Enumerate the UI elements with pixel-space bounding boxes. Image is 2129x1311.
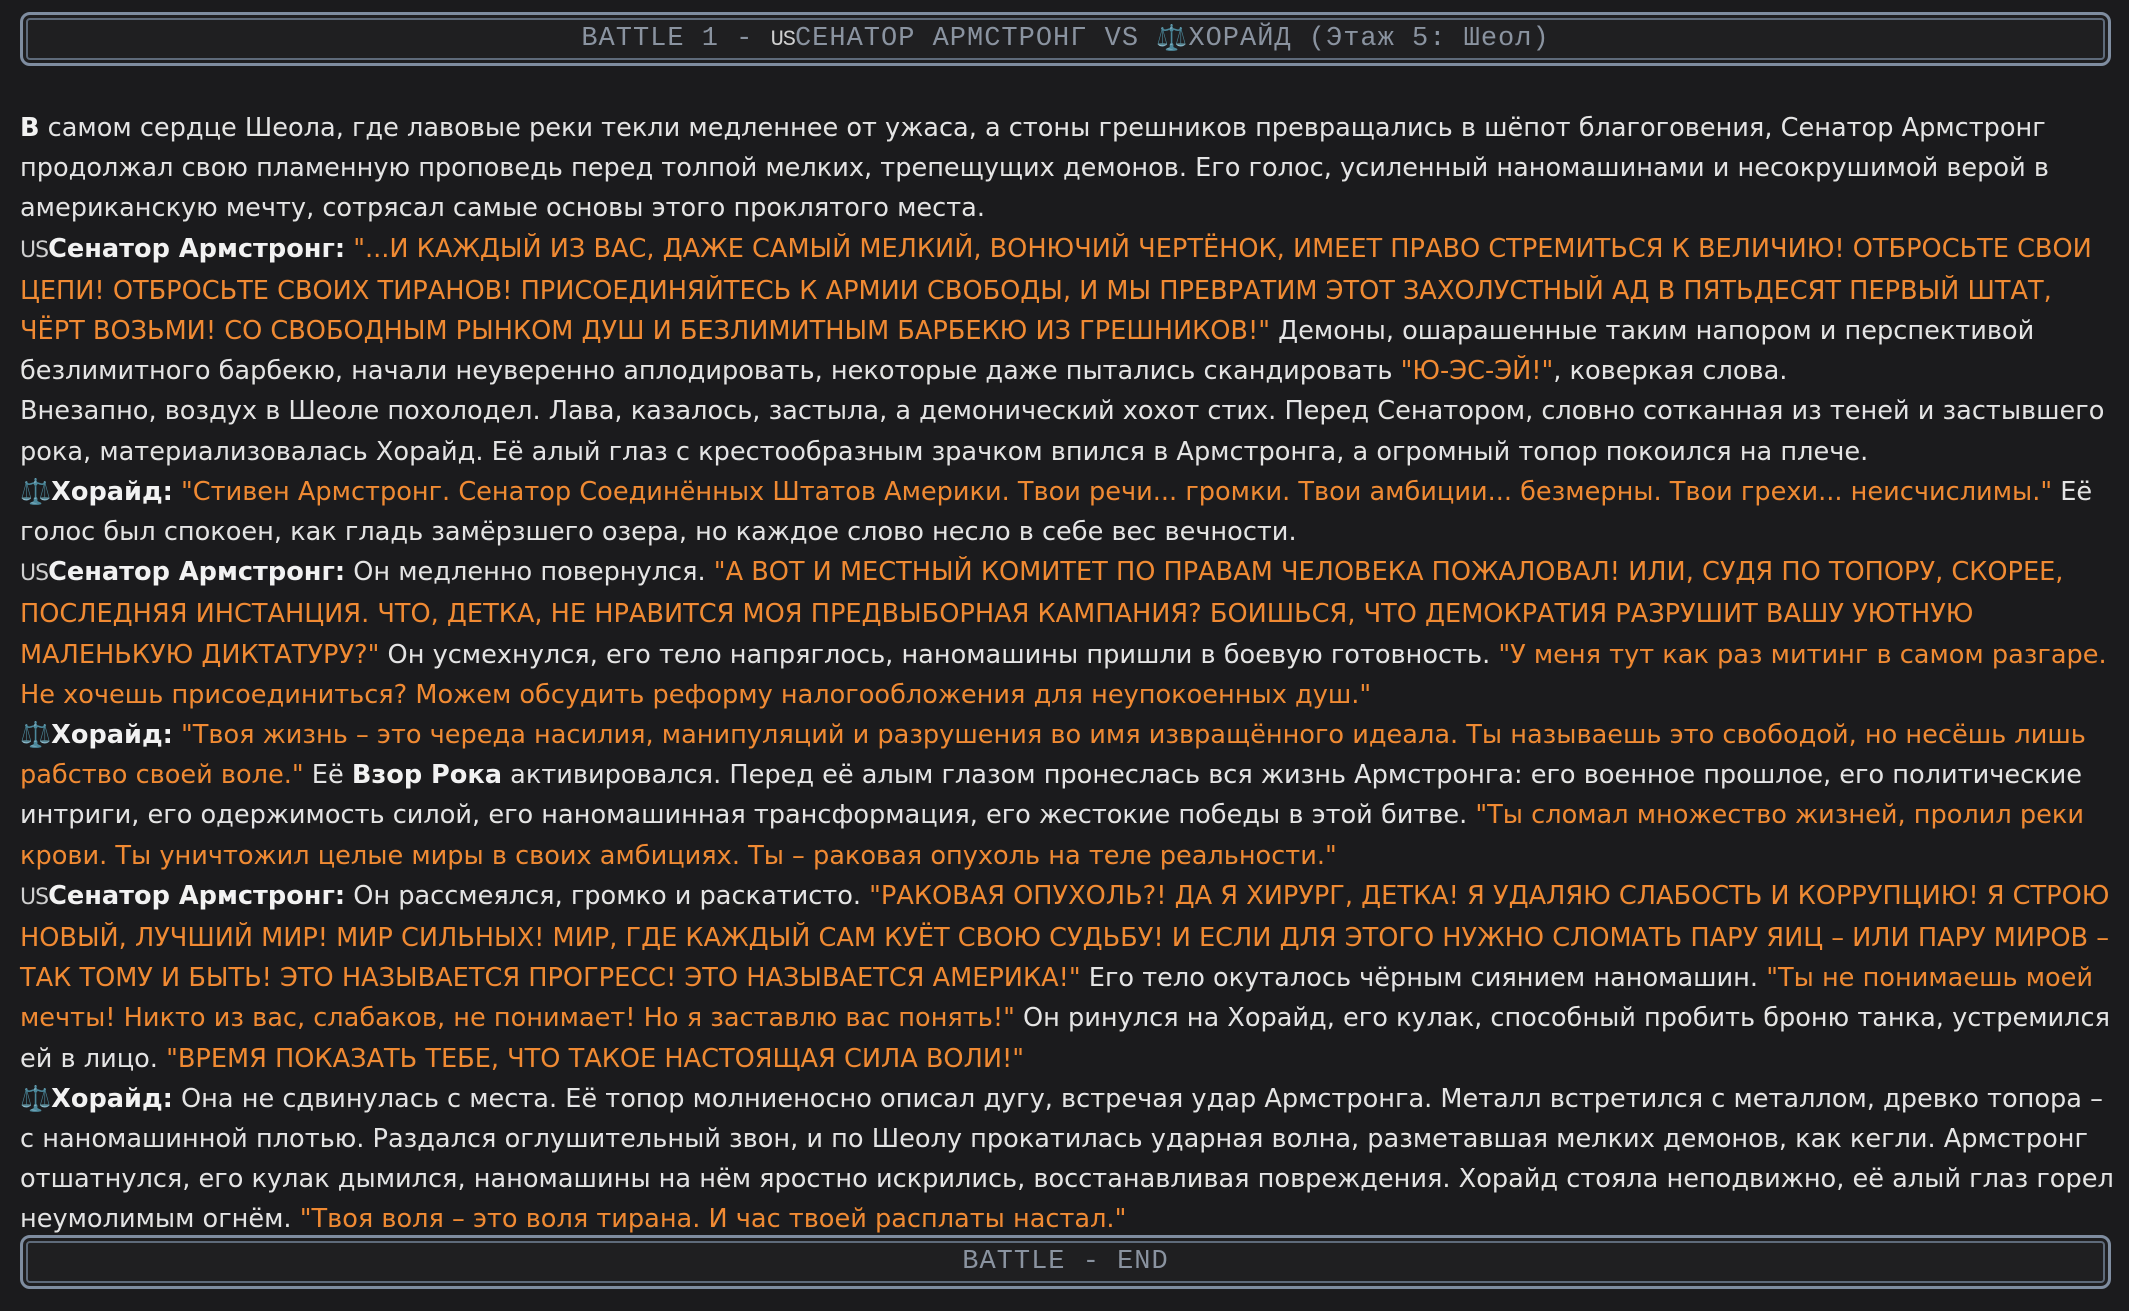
- ability-name: Взор Рока: [351, 760, 503, 791]
- battle-number: BATTLE 1 -: [581, 24, 771, 54]
- drop-cap: В: [20, 113, 40, 143]
- battle-header-banner: [20, 12, 2111, 66]
- us-flag-icon: US: [770, 26, 795, 52]
- speaker-senator: Сенатор Армстронг:: [48, 233, 346, 264]
- us-flag-icon: US: [20, 237, 49, 263]
- fighter2-name: ХОРАЙД: [1188, 24, 1292, 54]
- senator-quote: "...И КАЖДЫЙ ИЗ ВАС, ДАЖЕ САМЫЙ МЕЛКИЙ, ВОНЮЧИЙ ЧЕРТЁНОК, ИМЕЕТ ПРАВО СТРЕМИТЬСЯ К ВЕЛИЧИЮ! ОТБРОСЬТЕ СВОИ ЦЕПИ! ОТБРОСЬТЕ СВОИХ ТИРАНОВ! ПРИСОЕДИНЯЙТЕСЬ К АРМИИ СВОБОДЫ, И МЫ ПРЕВРАТИМ ЭТОТ ЗАХОЛУСТНЫЙ АД В ПЯТЬДЕСЯТ ПЕРВЫЙ ШТАТ, ЧЁРТ ВОЗЬМИ! СО СВОБОДНЫМ РЫНКОМ ДУШ И БЕЗЛИМИТНЫМ БАРБЕКЮ ИЗ ГРЕШНИКОВ!": [20, 233, 2092, 347]
- speaker-horaid: Хорайд:: [51, 1083, 173, 1114]
- scales-icon: ⚖️: [20, 720, 52, 750]
- us-flag-icon: US: [20, 884, 49, 910]
- story-paragraph: ⚖️Хорайд: Она не сдвинулась с места. Её топор молниеносно описал дугу, встречая удар Армстронга. Металл встретился с металлом, древко топора – с наномашинной плотью. Раздался оглушительный звон, и по Шеолу прокатилась ударная волна, разметавшая мелких демонов, как кегли. Армстронг отшатнулся, его кулак дымился, наномашины на нём яростно искрились, восстанавливая повреждения. Хорайд стояла неподвижно, её алый глаз горел неумолимым огнём. "Твоя воля – это воля тирана. И час твоей расплаты настал.": [20, 1083, 2114, 1235]
- story-paragraph: ⚖️Хорайд: "Твоя жизнь – это череда насилия, манипуляций и разрушения во имя извращённого идеала. Ты называешь это свободой, но несёшь лишь рабство своей воле." Её Взор Рока активировался. Перед её алым глазом пронеслась вся жизнь Армстронга: его военное прошлое, его политические интриги, его одержимость силой, его наномашинная трансформация, его жестокие победы в этой битве. "Ты сломал множество жизней, пролил реки крови. Ты уничтожил целые миры в своих амбициях. Ты – раковая опухоль на теле реальности.": [20, 720, 2086, 871]
- story-paragraph: USСенатор Армстронг: "...И КАЖДЫЙ ИЗ ВАС, ДАЖЕ САМЫЙ МЕЛКИЙ, ВОНЮЧИЙ ЧЕРТЁНОК, ИМЕЕТ ПРАВО СТРЕМИТЬСЯ К ВЕЛИЧИЮ! ОТБРОСЬТЕ СВОИ ЦЕПИ! ОТБРОСЬТЕ СВОИХ ТИРАНОВ! ПРИСОЕДИНЯЙТЕСЬ К АРМИИ СВОБОДЫ, И МЫ ПРЕВРАТИМ ЭТОТ ЗАХОЛУСТНЫЙ АД В ПЯТЬДЕСЯТ ПЕРВЫЙ ШТАТ, ЧЁРТ ВОЗЬМИ! СО СВОБОДНЫМ РЫНКОМ ДУШ И БЕЗЛИМИТНЫМ БАРБЕКЮ ИЗ ГРЕШНИКОВ!" Демоны, ошарашенные таким напором и перспективой безлимитного барбекю, начали неуверенно аплодировать, некоторые даже пытались скандировать "Ю-ЭС-ЭЙ!", коверкая слова.: [20, 233, 2092, 387]
- senator-quote: "РАКОВАЯ ОПУХОЛЬ?! ДА Я ХИРУРГ, ДЕТКА! Я УДАЛЯЮ СЛАБОСТЬ И КОРРУПЦИЮ! Я СТРОЮ НОВЫЙ, ЛУЧШИЙ МИР! МИР СИЛЬНЫХ! МИР, ГДЕ КАЖДЫЙ САМ КУЁТ СВОЮ СУДЬБУ! И ЕСЛИ ДЛЯ ЭТОГО НУЖНО СЛОМАТЬ ПАРУ ЯИЦ – ИЛИ ПАРУ МИРОВ – ТАК ТОМУ И БЫТЬ! ЭТО НАЗЫВАЕТСЯ ПРОГРЕСС! ЭТО НАЗЫВАЕТСЯ АМЕРИКА!": [20, 880, 2110, 994]
- senator-quote: "У меня тут как раз митинг в самом разгаре. Не хочешь присоединиться? Можем обсудить реформу налогообложения для неупокоенных душ.": [20, 639, 2107, 710]
- senator-quote: "Ты не понимаешь моей мечты! Никто из вас, слабаков, не понимает! Но я заставлю вас понять!": [20, 963, 2094, 1034]
- speaker-senator: Сенатор Армстронг:: [48, 880, 346, 911]
- horaid-quote: "Твоя жизнь – это череда насилия, манипуляций и разрушения во имя извращённого идеала. Ты называешь это свободой, но несёшь лишь рабство своей воле.": [20, 720, 2086, 791]
- us-flag-icon: US: [20, 561, 49, 587]
- horaid-quote: "Твоя воля – это воля тирана. И час твоей расплаты настал.": [299, 1204, 1127, 1235]
- senator-quote: "А ВОТ И МЕСТНЫЙ КОМИТЕТ ПО ПРАВАМ ЧЕЛОВЕКА ПОЖАЛОВАЛ! ИЛИ, СУДЯ ПО ТОПОРУ, СКОРЕЕ, ПОСЛЕДНЯЯ ИНСТАНЦИЯ. ЧТО, ДЕТКА, НЕ НРАВИТСЯ МОЯ ПРЕДВЫБОРНАЯ КАМПАНИЯ? БОИШЬСЯ, ЧТО ДЕМОКРАТИЯ РАЗРУШИТ ВАШУ УЮТНУЮ МАЛЕНЬКУЮ ДИКТАТУРУ?": [20, 557, 2064, 670]
- scales-icon: ⚖️: [20, 476, 52, 506]
- fighter1-name: СЕНАТОР АРМСТРОНГ: [794, 24, 1088, 54]
- battle-end-label: BATTLE - END: [962, 1247, 1169, 1277]
- battle-location: (Этаж 5: Шеол): [1291, 24, 1550, 54]
- speaker-senator: Сенатор Армстронг:: [48, 557, 346, 588]
- chant-quote: "Ю-ЭС-ЭЙ!": [1400, 356, 1554, 387]
- story-paragraph: В самом сердце Шеола, где лавовые реки текли медленнее от ужаса, а стоны грешников превращались в шёпот благоговения, Сенатор Армстронг продолжал свою пламенную проповедь перед толпой мелких, трепещущих демонов. Его голос, усиленный наномашинами и несокрушимой верой в американскую мечту, сотрясал самые основы этого проклятого места.: [20, 113, 2049, 224]
- scales-icon: ⚖️: [1156, 25, 1189, 54]
- story-paragraph: ⚖️Хорайд: "Стивен Армстронг. Сенатор Соединённых Штатов Америки. Твои речи... громки. Твои амбиции... безмерны. Твои грехи... неисчислимы." Её голос был спокоен, как гладь замёрзшего озера, но каждое слово несло в себе вес вечности.: [20, 476, 2093, 548]
- horaid-quote: "Стивен Армстронг. Сенатор Соединённых Штатов Америки. Твои речи... громки. Твои амбиции... безмерны. Твои грехи... неисчислимы.": [181, 476, 2053, 507]
- senator-quote: "ВРЕМЯ ПОКАЗАТЬ ТЕБЕ, ЧТО ТАКОЕ НАСТОЯЩАЯ СИЛА ВОЛИ!": [166, 1043, 1024, 1074]
- battle-story: [20, 108, 2116, 1240]
- speaker-horaid: Хорайд:: [51, 720, 173, 751]
- vs-label: VS: [1087, 24, 1157, 54]
- scales-icon: ⚖️: [20, 1083, 52, 1113]
- speaker-horaid: Хорайд:: [51, 476, 173, 507]
- story-paragraph: USСенатор Армстронг: Он медленно повернулся. "А ВОТ И МЕСТНЫЙ КОМИТЕТ ПО ПРАВАМ ЧЕЛОВЕКА ПОЖАЛОВАЛ! ИЛИ, СУДЯ ПО ТОПОРУ, СКОРЕЕ, ПОСЛЕДНЯЯ ИНСТАНЦИЯ. ЧТО, ДЕТКА, НЕ НРАВИТСЯ МОЯ ПРЕДВЫБОРНАЯ КАМПАНИЯ? БОИШЬСЯ, ЧТО ДЕМОКРАТИЯ РАЗРУШИТ ВАШУ УЮТНУЮ МАЛЕНЬКУЮ ДИКТАТУРУ?" Он усмехнулся, его тело напряглось, наномашины пришли в боевую готовность. "У меня тут как раз митинг в самом разгаре. Не хочешь присоединиться? Можем обсудить реформу налогообложения для неупокоенных душ.": [20, 557, 2107, 710]
- battle-end-banner: [20, 1235, 2111, 1289]
- story-paragraph: Внезапно, воздух в Шеоле похолодел. Лава, казалось, застыла, а демонический хохот стих. Перед Сенатором, словно сотканная из теней и застывшего рока, материализовалась Хорайд. Её алый глаз с крестообразным зрачком впился в Армстронга, а огромный топор покоился на плече.: [20, 396, 2105, 467]
- story-paragraph: USСенатор Армстронг: Он рассмеялся, громко и раскатисто. "РАКОВАЯ ОПУХОЛЬ?! ДА Я ХИРУРГ, ДЕТКА! Я УДАЛЯЮ СЛАБОСТЬ И КОРРУПЦИЮ! Я СТРОЮ НОВЫЙ, ЛУЧШИЙ МИР! МИР СИЛЬНЫХ! МИР, ГДЕ КАЖДЫЙ САМ КУЁТ СВОЮ СУДЬБУ! И ЕСЛИ ДЛЯ ЭТОГО НУЖНО СЛОМАТЬ ПАРУ ЯИЦ – ИЛИ ПАРУ МИРОВ – ТАК ТОМУ И БЫТЬ! ЭТО НАЗЫВАЕТСЯ ПРОГРЕСС! ЭТО НАЗЫВАЕТСЯ АМЕРИКА!" Его тело окуталось чёрным сиянием наномашин. "Ты не понимаешь моей мечты! Никто из вас, слабаков, не понимает! Но я заставлю вас понять!" Он ринулся на Хорайд, его кулак, способный пробить броню танка, устремился ей в лицо. "ВРЕМЯ ПОКАЗАТЬ ТЕБЕ, ЧТО ТАКОЕ НАСТОЯЩАЯ СИЛА ВОЛИ!": [20, 880, 2110, 1074]
- horaid-quote: "Ты сломал множество жизней, пролил реки крови. Ты уничтожил целые миры в своих амбициях. Ты – раковая опухоль на теле реальности.": [20, 800, 2084, 871]
